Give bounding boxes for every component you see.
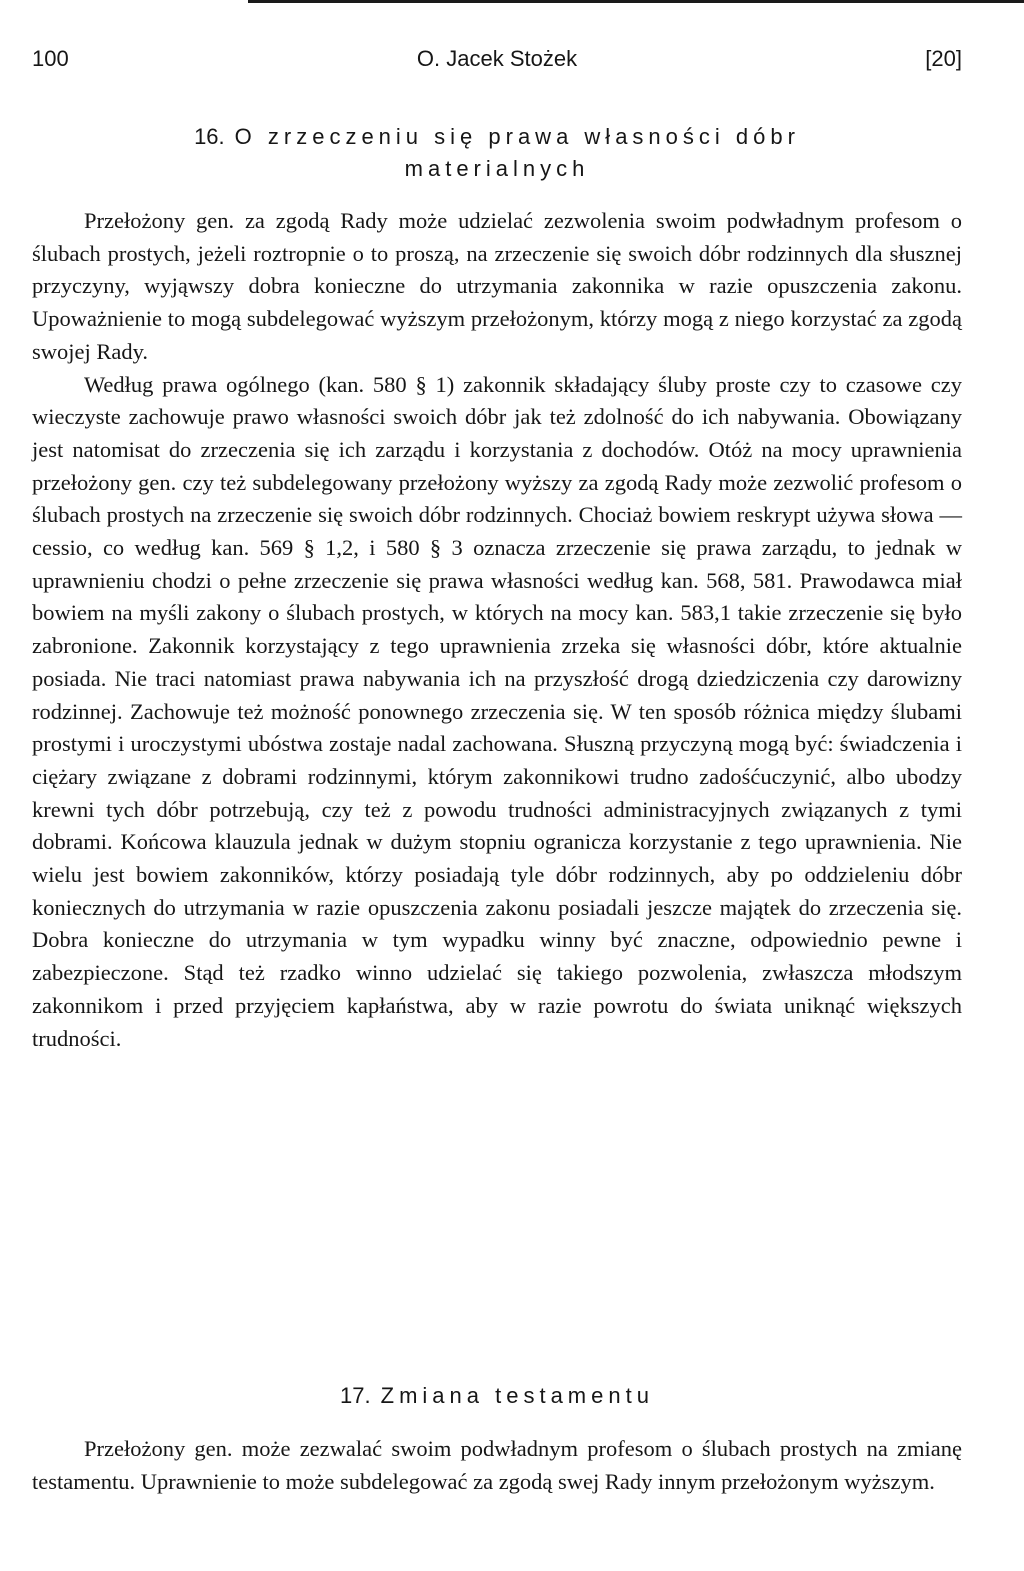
section-16-number: 16. [194,124,225,149]
section-16-title-line1: O zrzeczeniu się prawa własności dóbr [234,124,800,149]
section-16-title-line2: materialnych [404,156,590,181]
section-16-heading-line2 [32,153,962,185]
page-number: 100 [32,46,69,71]
section-16-heading [32,121,962,153]
section-17-title: Zmiana testamentu [380,1383,654,1408]
section-17-paragraph-1: Przełożony gen. może zezwalać swoim podwładnym profesom o ślubach prostych na zmianę testamentu. Uprawnienie to może subdelegować za zgodą swej Rady innym przełożonym wyższym. [32,1436,962,1494]
running-head-author: O. Jacek Stożek [416,46,578,71]
section-17-heading [32,1380,962,1412]
running-head-reference: [20] [925,46,962,71]
running-head [32,44,962,74]
top-rule [248,0,1024,3]
section-17-number: 17. [340,1383,371,1408]
section-16-body [32,205,962,1055]
section-17-body [32,1433,962,1498]
section-16-paragraph-2: Według prawa ogólnego (kan. 580 § 1) zakonnik składający śluby proste czy to czasowe czy wieczyste zachowuje prawo własności swoich dóbr jak też zdolność do ich nabywania. Obowiązany jest natomisat do zrzeczenia się ich zarządu i korzystania z dochodów. Otóż na mocy uprawnienia przełożony gen. czy też subdelegowany przełożony wyższy za zgodą Rady może zezwolić profesom o ślubach prostych na zrzeczenie się swoich dóbr rodzinnych. Chociaż bowiem reskrypt używa słowa — cessio, co według kan. 569 § 1,2, i 580 § 3 oznacza zrzeczenie się prawa zarządu, to jednak w uprawnieniu chodzi o pełne zrzeczenie się prawa własności według kan. 568, 581. Prawodawca miał bowiem na myśli zakony o ślubach prostych, w których na mocy kan. 583,1 takie zrzeczenie się było zabronione. Zakonnik korzystający z tego uprawnienia zrzeka się własności dóbr, które aktualnie posiada. Nie traci natomiast prawa nabywania ich na przyszłość drogą dziedziczenia czy darowizny rodzinnej. Zachowuje też możność ponownego zrzeczenia się. W ten sposób różnica między ślubami prostymi i uroczystymi ubóstwa zostaje nadal zachowana. Słuszną przyczyną mogą być: świadczenia i ciężary związane z dobrami rodzinnymi, którym zakonnikowi trudno zadośćuczynić, albo ubodzy krewni tych dóbr potrzebują, czy też z powodu trudności administracyjnych związanych z tymi dobrami. Końcowa klauzula jednak w dużym stopniu ogranicza korzystanie z tego uprawnienia. Nie wielu jest bowiem zakonników, którzy posiadają tyle dóbr rodzinnych, aby po oddzieleniu dóbr koniecznych do utrzymania w razie opuszczenia zakonu posiadali jeszcze majątek do zrzeczenia się. Dobra konieczne do utrzymania w tym wypadku winny być znaczne, odpowiednio pewne i zabezpieczone. Stąd też rzadko winno udzielać się takiego pozwolenia, zwłaszcza młodszym zakonnikom i przed przyjęciem kapłaństwa, aby w razie powrotu do świata uniknąć większych trudności. [32,371,962,1051]
section-16-paragraph-1: Przełożony gen. za zgodą Rady może udzielać zezwolenia swoim podwładnym profesom o ślubach prostych, jeżeli roztropnie o to proszą, na zrzeczenie się swoich dóbr rodzinnych dla słusznej przyczyny, wyjąwszy dobra konieczne do utrzymania zakonnika w razie opuszczenia zakonu. Upoważnienie to mogą subdelegować wyższym przełożonym, którzy mogą z niego korzystać za zgodą swojej Rady. [32,208,962,364]
